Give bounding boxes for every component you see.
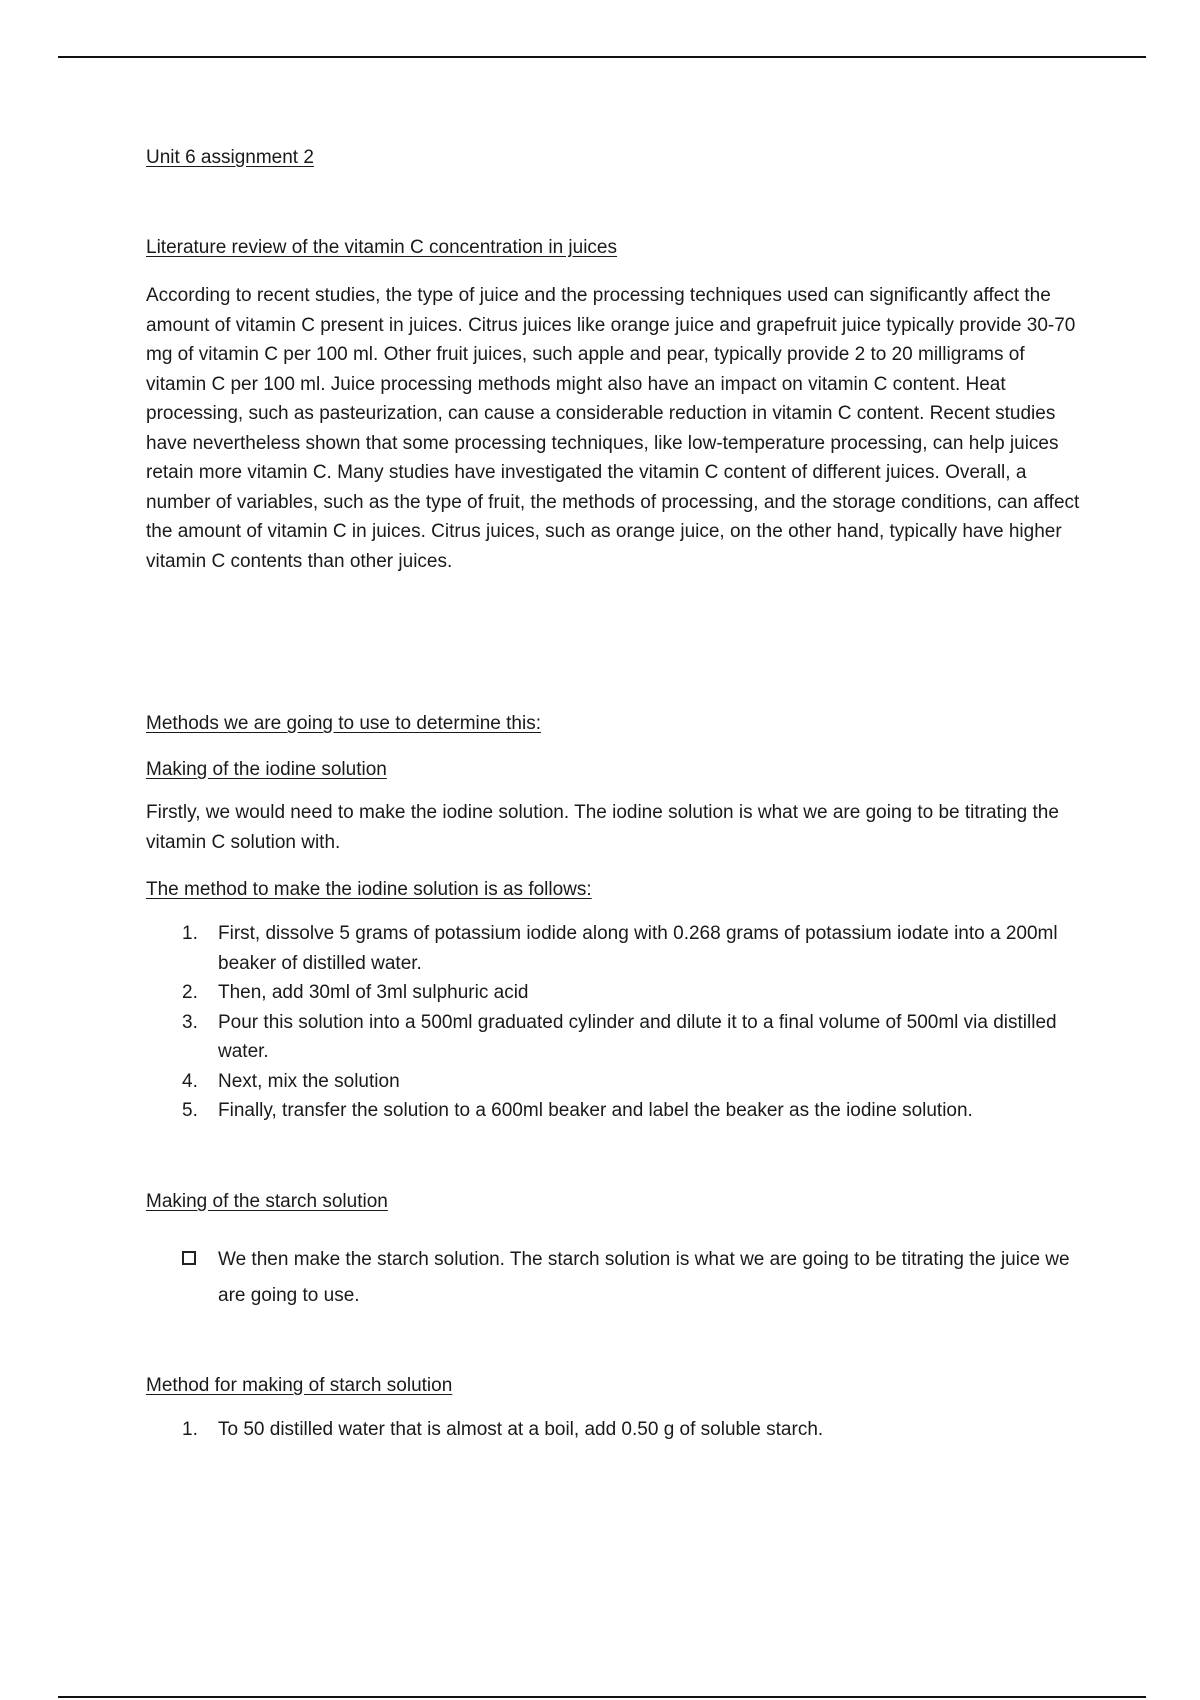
list-item: 5. Finally, transfer the solution to a 600ml beaker and label the beaker as the iodine solution. xyxy=(182,1100,973,1121)
iodine-method-heading: The method to make the iodine solution is as follows: xyxy=(146,879,592,900)
starch-bullet-item: We then make the starch solution. The starch solution is what we are going to be titrating the juice we are going to use. xyxy=(182,1242,1082,1314)
list-item: 1. To 50 distilled water that is almost at a boil, add 0.50 g of soluble starch. xyxy=(182,1419,824,1440)
lit-review-heading: Literature review of the vitamin C concentration in juices xyxy=(146,237,618,258)
methods-heading: Methods we are going to use to determine this: xyxy=(146,713,542,734)
starch-heading: Making of the starch solution xyxy=(146,1191,388,1212)
starch-method-heading: Method for making of starch solution xyxy=(146,1375,453,1396)
list-item: 1. First, dissolve 5 grams of potassium iodide along with 0.268 grams of potassium iodate into a 200ml beaker of distilled water. xyxy=(182,923,1058,974)
document-title: Unit 6 assignment 2 xyxy=(146,147,314,168)
footer-rule xyxy=(58,1696,1146,1698)
iodine-steps-list xyxy=(146,919,1086,1126)
iodine-intro-paragraph: Firstly, we would need to make the iodine solution. The iodine solution is what we are going to be titrating the vitamin C solution with. xyxy=(146,802,1059,853)
lit-review-paragraph: According to recent studies, the type of juice and the processing techniques used can significantly affect the amount of vitamin C present in juices. Citrus juices like orange juice and grapefruit juice typically provide 30-70 mg of vitamin C per 100 ml. Other fruit juices, such apple and pear, typically provide 2 to 20 milligrams of vitamin C per 100 ml. Juice processing methods might also have an impact on vitamin C content. Heat processing, such as pasteurization, can cause a considerable reduction in vitamin C content. Recent studies have nevertheless shown that some processing techniques, like low-temperature processing, can help juices retain more vitamin C. Many studies have investigated the vitamin C content of different juices. Overall, a number of variables, such as the type of fruit, the methods of processing, and the storage conditions, can affect the amount of vitamin C in juices. Citrus juices, such as orange juice, on the other hand, typically have higher vitamin C contents than other juices. xyxy=(146,285,1080,572)
list-item: 2. Then, add 30ml of 3ml sulphuric acid xyxy=(182,982,529,1003)
list-item: 3. Pour this solution into a 500ml graduated cylinder and dilute it to a final volume of 500ml via distilled water. xyxy=(182,1011,1057,1062)
list-item: 4. Next, mix the solution xyxy=(182,1070,400,1092)
iodine-heading: Making of the iodine solution xyxy=(146,759,387,780)
starch-steps-list xyxy=(146,1415,1086,1445)
header-rule xyxy=(58,56,1146,58)
checkbox-bullet-icon xyxy=(182,1251,196,1265)
